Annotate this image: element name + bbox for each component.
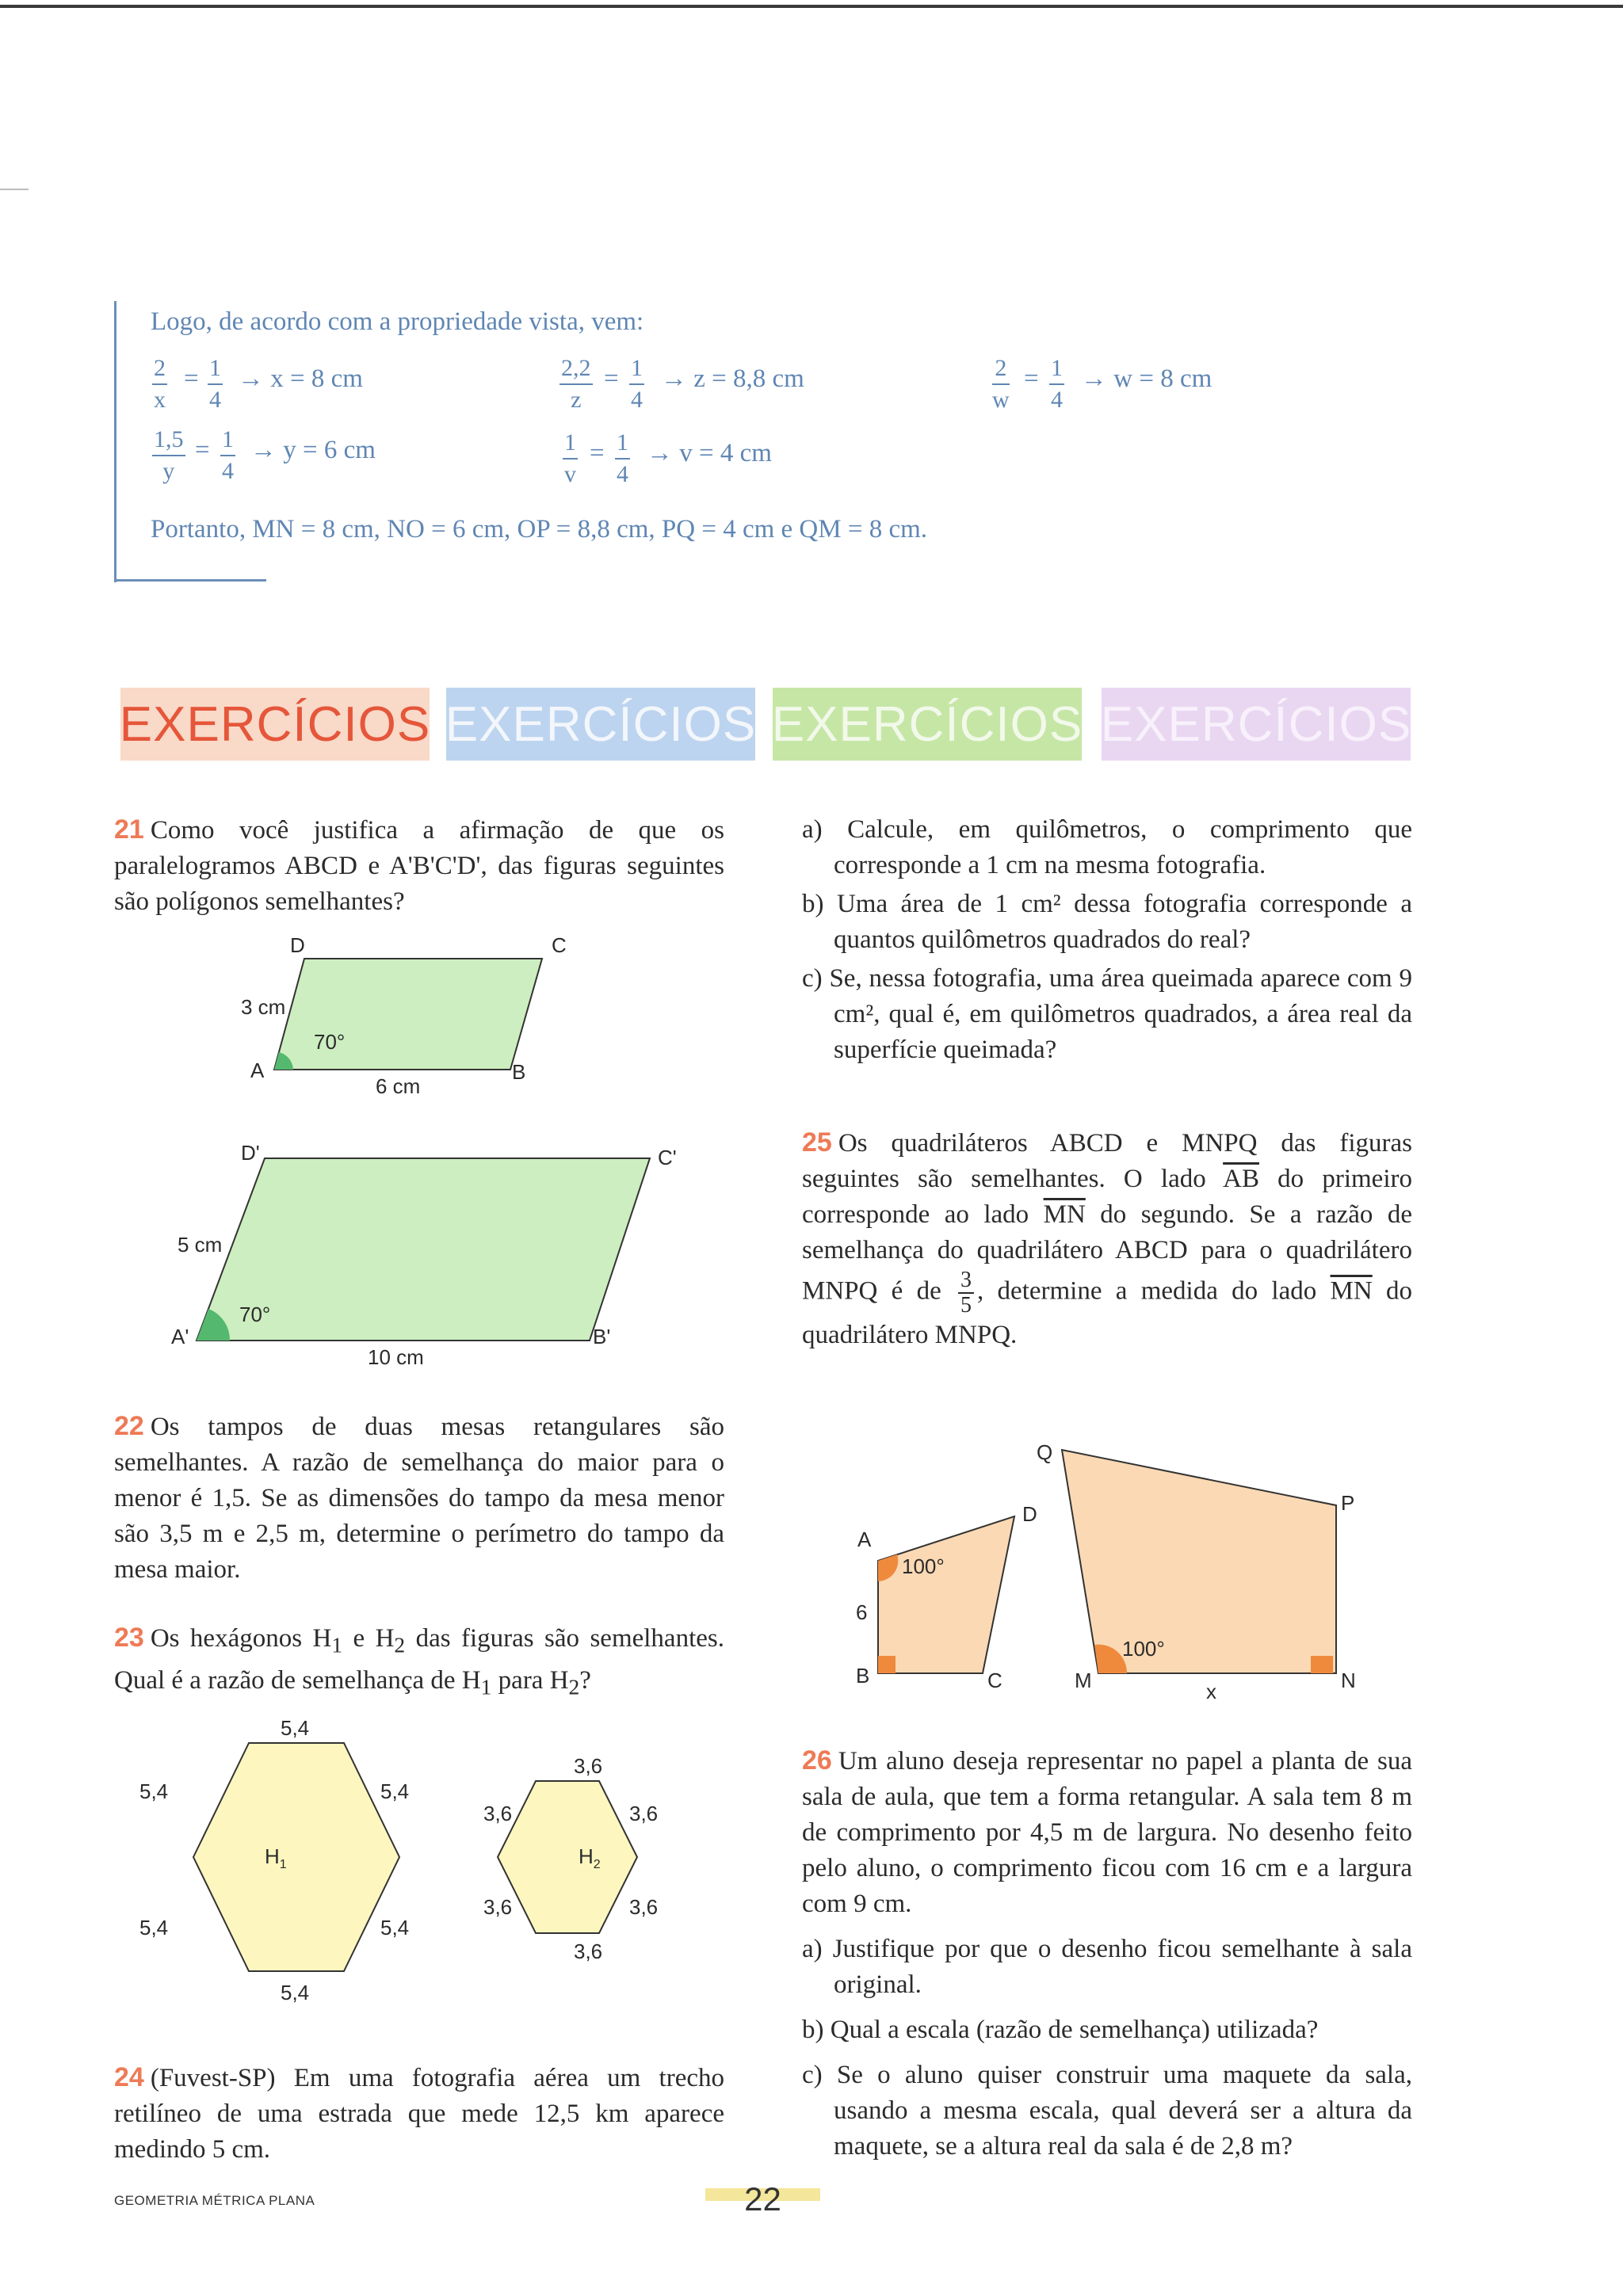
question-number: 25 xyxy=(802,1127,832,1158)
question-text: e H xyxy=(342,1624,395,1653)
side-label: 5,4 xyxy=(380,1916,410,1939)
question-23 xyxy=(114,1620,724,1704)
side-label: 3,6 xyxy=(483,1895,513,1919)
question-text: Os tampos de duas mesas retangulares são semelhantes. A razão de semelhança do maior para o menor é 1,5. Se as dimensões do tampo da mesa menor são 3,5 m e 2,5 m, determine o perímetro do tampo da mesa maior. xyxy=(114,1413,724,1584)
quadrilateral-abcd xyxy=(878,1516,1014,1673)
page-number: 22 xyxy=(744,2180,781,2218)
vertex-label-b-prime: B' xyxy=(593,1325,611,1348)
vertex-label-q: Q xyxy=(1037,1440,1053,1464)
side-label: 3,6 xyxy=(574,1754,603,1778)
side-label: 3,6 xyxy=(629,1802,659,1825)
base-label: 6 cm xyxy=(376,1074,421,1098)
equals-sign: = xyxy=(590,439,605,467)
eq4-frac-left: $\frac{1,5}{y}$ xyxy=(154,426,184,484)
subscript: 2 xyxy=(568,1674,580,1699)
eq4-frac-right: $\frac{1}{4}$ xyxy=(222,426,234,484)
subscript: 1 xyxy=(480,1674,492,1699)
top-rule xyxy=(0,5,1623,8)
solution-intro: Logo, de acordo com a propriedade vista, vem: xyxy=(151,307,644,336)
side-label: 3,6 xyxy=(574,1939,603,1963)
eq4-result: → y = 6 cm xyxy=(250,436,376,464)
vertex-label-a: A xyxy=(250,1058,265,1082)
item-a: a) Justifique por que o desenho ficou semelhante à sala original. xyxy=(802,1935,1412,1999)
equals-sign: = xyxy=(1024,364,1039,393)
item-c: c) Se, nessa fotografia, uma área queimada aparece com 9 cm², qual é, em quilômetros quadrados, a área real da superfície queimada? xyxy=(802,964,1412,1064)
side-label: 5 cm xyxy=(178,1233,223,1257)
exercicios-banner-3: EXERCÍCIOS xyxy=(773,688,1082,761)
question-text: do primeiro corresponde ao lado xyxy=(802,1165,1412,1229)
segment-mn: $\overline{MN}$ xyxy=(1043,1200,1086,1229)
question-26-stem xyxy=(802,1743,1412,1922)
equals-sign: = xyxy=(184,364,199,393)
question-number: 26 xyxy=(802,1745,832,1775)
eq3-frac-left: $\frac{2}{w}$ xyxy=(992,355,1010,413)
side-label: 5,4 xyxy=(139,1779,169,1803)
hexagon-figures xyxy=(114,1711,732,2012)
vertex-label-n: N xyxy=(1341,1669,1356,1692)
question-number: 24 xyxy=(114,2062,144,2092)
question-25 xyxy=(802,1125,1412,1353)
segment-mn: $\overline{MN}$ xyxy=(1330,1276,1373,1306)
question-text: Os hexágonos H xyxy=(150,1624,332,1653)
vertex-label-b: B xyxy=(856,1664,870,1688)
item-c: c) Se o aluno quiser construir uma maquete da sala, usando a mesma escala, qual deverá ser a altura da maquete, se a altura real da sala é de 2,8 m? xyxy=(802,2061,1412,2161)
angle-label: 70° xyxy=(239,1302,271,1326)
right-angle-marker xyxy=(1311,1656,1333,1673)
vertex-label-c-prime: C' xyxy=(658,1146,677,1169)
hexagon-h1 xyxy=(193,1743,399,1971)
right-angle-marker xyxy=(878,1656,896,1673)
quadrilateral-figures xyxy=(832,1426,1403,1703)
segment-ab: $\overline{AB}$ xyxy=(1223,1165,1259,1193)
vertex-label-d: D xyxy=(1022,1502,1037,1526)
question-text: do segundo. Se a razão de semelhança do quadrilátero ABCD para o quadrilátero MNPQ é de xyxy=(802,1200,1412,1306)
base-label: 10 cm xyxy=(368,1345,424,1369)
side-label: 5,4 xyxy=(139,1916,169,1939)
side-label: x xyxy=(1206,1680,1216,1703)
item-a: a) Calcule, em quilômetros, o comprimento que corresponde a 1 cm na mesma fotografia. xyxy=(802,815,1412,879)
exercicios-banner-1: EXERCÍCIOS xyxy=(120,688,430,761)
question-text: (Fuvest-SP) Em uma fotografia aérea um trecho retilíneo de uma estrada que mede 12,5 km aparece medindo 5 cm. xyxy=(114,2064,724,2164)
quadrilateral-mnpq xyxy=(1062,1450,1336,1673)
question-text: Como você justifica a afirmação de que os paralelogramos ABCD e A'B'C'D', das figuras seguintes são polígonos semelhantes? xyxy=(114,816,724,916)
equals-sign: = xyxy=(604,364,619,393)
eq3-frac-right: $\frac{1}{4}$ xyxy=(1051,355,1063,413)
question-text: para H xyxy=(491,1665,569,1695)
question-text: Um aluno deseja representar no papel a planta de sua sala de aula, que tem a forma retangular. A sala tem 8 m de comprimento por 4,5 m de largura. No desenho feito pelo aluno, o comprimento ficou com 16 cm e a largura com 9 cm. xyxy=(802,1747,1412,1918)
side-label: 5,4 xyxy=(380,1779,410,1803)
question-26 xyxy=(802,1743,1412,2164)
scan-mark xyxy=(0,189,29,190)
vertex-label-b: B xyxy=(512,1060,526,1084)
subscript: 2 xyxy=(394,1632,406,1657)
side-label: 5,4 xyxy=(281,1716,310,1740)
question-21 xyxy=(114,812,724,920)
vertex-label-a-prime: A' xyxy=(171,1325,189,1348)
angle-label: 70° xyxy=(314,1030,346,1054)
question-22 xyxy=(114,1409,724,1588)
angle-label: 100° xyxy=(902,1554,945,1578)
vertex-label-c: C xyxy=(987,1669,1002,1692)
eq2-frac-right: $\frac{1}{4}$ xyxy=(631,355,643,413)
footer-section-title: GEOMETRIA MÉTRICA PLANA xyxy=(114,2193,315,2208)
hexagon-label-h1: $H_1$ xyxy=(265,1844,287,1871)
eq5-frac-left: $\frac{1}{v}$ xyxy=(564,429,576,487)
side-label: 3,6 xyxy=(629,1895,659,1919)
eq1-frac-left: $\frac{2}{x}$ xyxy=(154,355,166,413)
question-text: do quadrilátero MNPQ. xyxy=(802,1276,1413,1349)
vertex-label-p: P xyxy=(1341,1491,1355,1515)
eq3-result: → w = 8 cm xyxy=(1081,364,1212,393)
question-text: ? xyxy=(579,1665,591,1695)
equals-sign: = xyxy=(195,436,210,464)
subscript: 1 xyxy=(331,1632,343,1657)
item-b: b) Qual a escala (razão de semelhança) utilizada? xyxy=(802,2016,1319,2044)
side-label: 5,4 xyxy=(281,1981,310,2004)
parallelogram-figures xyxy=(114,935,732,1379)
vertex-label-d-prime: D' xyxy=(241,1141,260,1165)
solution-box-underline xyxy=(114,579,266,582)
hexagon-h2 xyxy=(498,1781,637,1933)
eq2-result: → z = 8,8 cm xyxy=(661,364,804,393)
eq1-frac-right: $\frac{1}{4}$ xyxy=(209,355,221,413)
vertex-label-d: D xyxy=(290,935,305,957)
item-b: b) Uma área de 1 cm² dessa fotografia corresponde a quantos quilômetros quadrados do real? xyxy=(802,890,1412,954)
question-number: 22 xyxy=(114,1411,144,1441)
eq5-result: → v = 4 cm xyxy=(647,439,772,467)
vertex-label-m: M xyxy=(1075,1669,1092,1692)
eq2-frac-left: $\frac{2,2}{z}$ xyxy=(561,355,591,413)
question-number: 23 xyxy=(114,1623,144,1653)
question-text: das figuras são semelhantes. Qual é a razão de semelhança de H xyxy=(114,1624,724,1695)
eq5-frac-right: $\frac{1}{4}$ xyxy=(617,429,628,487)
question-text: Os quadriláteros ABCD e MNPQ das figuras seguintes são semelhantes. O lado xyxy=(802,1129,1412,1193)
eq1-result: → x = 8 cm xyxy=(238,364,363,393)
side-label: 3,6 xyxy=(483,1802,513,1825)
question-24-items xyxy=(802,812,1412,1068)
side-label: 6 xyxy=(856,1600,868,1624)
angle-label: 100° xyxy=(1122,1637,1165,1661)
exercicios-banner-4: EXERCÍCIOS xyxy=(1102,688,1411,761)
question-24 xyxy=(114,2060,724,2168)
question-text: , determine a medida do lado xyxy=(977,1276,1331,1306)
vertex-label-a: A xyxy=(857,1527,872,1551)
side-label: 3 cm xyxy=(241,995,286,1019)
question-number: 21 xyxy=(114,814,144,845)
exercicios-banner-2: EXERCÍCIOS xyxy=(446,688,755,761)
hexagon-label-h2: $H_2$ xyxy=(579,1844,601,1871)
vertex-label-c: C xyxy=(552,935,567,957)
fraction-3-5: $\frac{3}{5}$ xyxy=(958,1268,974,1318)
solution-conclusion: Portanto, MN = 8 cm, NO = 6 cm, OP = 8,8 cm, PQ = 4 cm e QM = 8 cm. xyxy=(151,515,928,543)
